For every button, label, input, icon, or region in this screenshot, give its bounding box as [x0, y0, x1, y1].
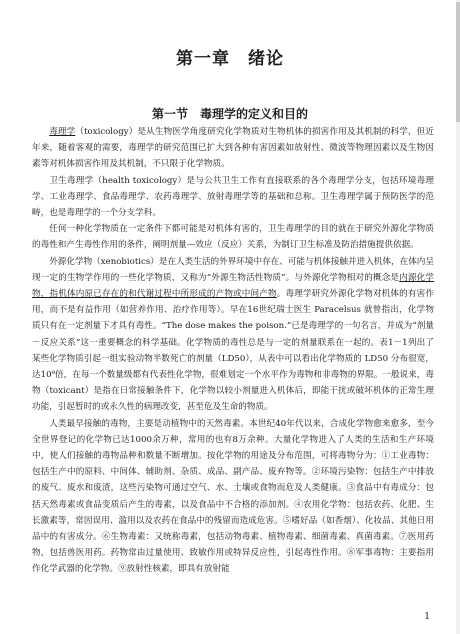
scrollbar-thumb[interactable] [456, 2, 460, 122]
text-segment: 外源化学物（xenobiotics）是在人类生活的外界环境中存在、可能与机体接触并进入机体，在体内呈现一定的生物学作用的一些化学物质，又称为“外源生物活性物质”。与外源化学物相对的概念是 [32, 256, 434, 283]
paragraph [32, 124, 434, 173]
text-segment: 人类最早接触的毒物，主要是动植物中的天然毒素。本世纪40年代以来，合成化学物愈来愈多，至今全世界登记的化学物已达1000余万种，常用的也有8万余种。大量化学物进入了人类的生活和生产环境中，使人们接触的毒物品种和数量不断增加。按化学物的用途及分布范围，可将毒物分为：①工业毒物：包括生产中的原料、中间体、辅助剂、杂质、成品、副产品、废弃物等。②环境污染物：包括生产中排放的废气、废水和废渣，这些污染物可通过空气、水、土壤或食物而危及人类健康。③食品中有毒成分：包括天然毒素或食品变质后产生的毒素，以及食品中不合格的添加剂。④农用化学物：包括农药、化肥、生长激素等，常因误用、滥用以及农药在食品中的残留而造成危害。⑤嗜好品（如香烟）、化妆品、其他日用品中的有害成分。⑥生物毒素：又统称毒素，包括动物毒素、植物毒素、细菌毒素、真菌毒素。⑦医用药物，包括兽医用药。药物常由过量使用、致敏作用或特异反应性，引起毒性作用。⑧军事毒物：主要指用作化学武器的化学物。⑨放射性核素，即具有放射能 [32, 418, 434, 575]
scrollbar[interactable] [456, 0, 460, 634]
paragraph [32, 221, 434, 253]
underlined-text: 内源化学物，指机体内原已存在的和代谢过程中所形成的产物或中间产物 [32, 272, 434, 300]
section-title: 第一节 毒理学的定义和目的 [151, 107, 308, 121]
text-segment: 任何一种化学物质在一定条件下都可能是对机体有害的，卫生毒理学的目的就在于研究外源化学物质的毒性和产生毒性作用的条件，阐明剂量—效应（反应）关系，为制订卫生标准及防治措施提供依据。 [32, 224, 434, 251]
text-segment: 卫生毒理学（health toxicology）是与公共卫生工作有直接联系的各个毒理学分支，包括环境毒理学、工业毒理学、食品毒理学、农药毒理学、放射毒理学等的基础和总称。卫生毒理学属于预防医学的范畴，也是毒理学的一个分支学科。 [32, 175, 434, 219]
underlined-text: 毒理学 [49, 127, 76, 137]
body-text [32, 124, 434, 578]
text-segment: 。毒理学研究外源化学物对机体的有害作用，而不是有益作用（如营养作用、治疗作用等）。早在16世纪瑞士医生 Paracelsus 就曾指出，化学物质只有在一定剂量下才具有毒性。“The dose makes the poison.”已是毒理学的一句名言，并成为“剂量－反应关系”这一重要概念的科学基础。化学物质的毒性总是与一定的剂量联系在一起的。表1－1列出了某些化学物质引起一组实验动物半数死亡的剂量（LD50），从表中可以看出化学物质的 LD50 分布很宽，达10⁹倍，在每一个数量级都有代表性化学物，很难划定一个水平作为毒物和非毒物的界限。一般说来，毒物（toxicant）是指在日常接触条件下，化学物以较小剂量进入机体后，即能干扰或破坏机体的正常生理功能，引起暂时的或永久性的病理改变，甚至危及生命的物质。 [32, 289, 434, 413]
paragraph [32, 173, 434, 222]
chapter-title: 第一章 绪论 [176, 49, 284, 69]
paragraph [32, 254, 434, 416]
text-segment: （toxicology）是从生物医学角度研究化学物质对生物机体的损害作用及其机制的科学，但近年来，随着客观的需要，毒理学的研究范围已扩大到各种有害因素如放射性、微波等物理因素以及生物因素等对机体损害作用及其机制，不只限于化学物质。 [32, 127, 434, 170]
paragraph [32, 416, 434, 578]
page-number: 1 [424, 612, 430, 622]
